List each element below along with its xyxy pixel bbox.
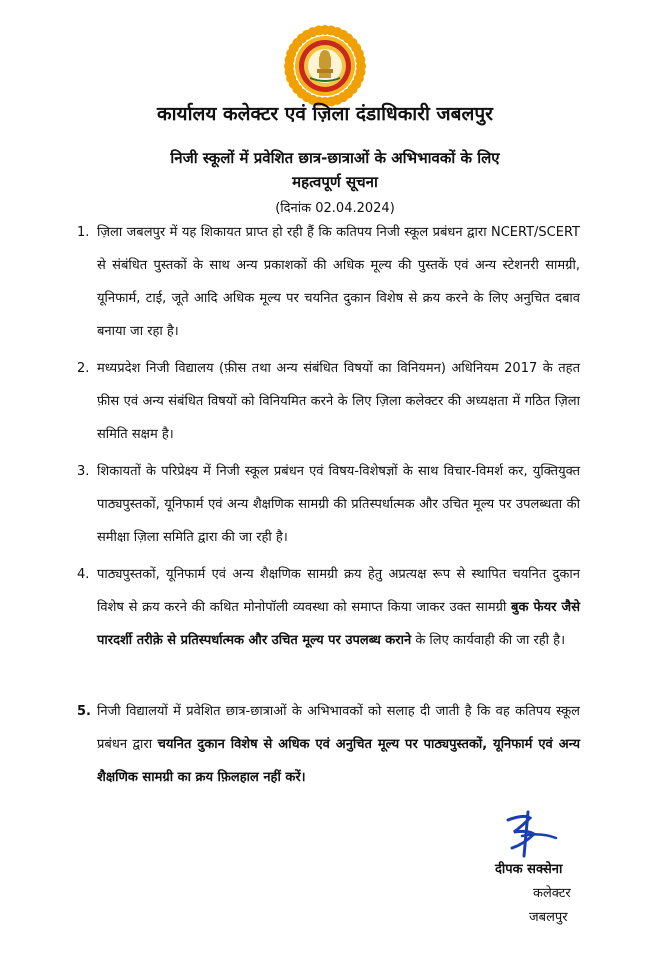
- item-text: [78, 558, 580, 657]
- item-text-part: के लिए कार्यवाही की जा रही है।: [411, 633, 566, 648]
- list-item: [78, 558, 580, 657]
- item-text-part: निजी विद्यालयों में प्रवेशित छात्र-छात्राओं के अभिभावकों को सलाह दी जाती है कि वह कतिपय स्कूल प्रबंधन द्वारा: [97, 704, 580, 752]
- list-item: [78, 352, 580, 451]
- item-text: ज़िला जबलपुर में यह शिकायत प्राप्त हो रही हैं कि कतिपय निजी स्कूल प्रबंधन द्वारा NCERT/SCERT से संबंधित पुस्तकों के साथ अन्य प्रकाशकों की अधिक मूल्य की पुस्तकें एवं अन्य स्टेशनरी सामग्री, यूनिफार्म, टाई, जूते आदि अधिक मूल्य पर चयनित दुकान विशेष से क्रय करने के लिए अनुचित दबाव बनाया जा रहा है।: [97, 225, 580, 339]
- notice-heading-line1: निजी स्कूलों में प्रवेशित छात्र-छात्राओं के अभिभावकों के लिए: [170, 149, 500, 167]
- item-number: 2.: [77, 361, 90, 376]
- mp-government-emblem: [283, 24, 367, 108]
- item-text: मध्यप्रदेश निजी विद्यालय (फ़ीस तथा अन्य संबंधित विषयों का विनियमन) अधिनियम 2017 के तहत फ़ीस एवं अन्य संबंधित विषयों को विनियमित करने के लिए ज़िला कलेक्टर की अध्यक्षता में गठित ज़िला समिति सक्षम है।: [97, 361, 580, 442]
- emblem-ring-petal: [355, 55, 365, 65]
- list-item: [78, 695, 580, 794]
- item-number: 5.: [77, 704, 91, 719]
- notice-heading-line2: महत्वपूर्ण सूचना: [292, 173, 378, 191]
- item-text: [78, 695, 580, 794]
- signatory-place: जबलपुर: [529, 910, 568, 925]
- office-title: कार्यालय कलेक्टर एवं ज़िला दंडाधिकारी जबलपुर: [157, 103, 493, 125]
- item-text-bold: चयनित दुकान विशेष से अधिक एवं अनुचित मूल्य पर पाठ्यपुस्तकों, यूनिफार्म एवं अन्य शैक्षणिक सामग्री का क्रय फ़िलहाल नहीं करें।: [97, 737, 580, 785]
- item-text: शिकायतों के परिप्रेक्ष्य में निजी स्कूल प्रबंधन एवं विषय-विशेषज्ञों के साथ विचार-विमर्श कर, युक्तियुक्त पाठ्यपुस्तकों, यूनिफार्म एवं अन्य शैक्षणिक सामग्री की प्रतिस्पर्धात्मक और उचित मूल्य पर उपलब्धता की समीक्षा ज़िला समिति द्वारा की जा रही है।: [97, 464, 580, 545]
- item-number: 4.: [77, 567, 90, 582]
- item-text-part: पाठ्यपुस्तकों, यूनिफार्म एवं अन्य शैक्षणिक सामग्री क्रय हेतु अप्रत्यक्ष रूप से स्थापित चयनित दुकान विशेष से क्रय करने की कथित मोनोपॉली व्यवस्था को समाप्त किया जाकर उक्त सामग्री: [97, 567, 580, 615]
- list-item: [78, 216, 580, 348]
- signatory-name: दीपक सक्सेना: [495, 862, 563, 877]
- notice-date: (दिनांक 02.04.2024): [275, 201, 395, 216]
- handwritten-signature: [494, 810, 564, 862]
- signatory-designation: कलेक्टर: [533, 886, 571, 901]
- list-item: [78, 455, 580, 554]
- item-number: 3.: [77, 464, 90, 479]
- item-text-bold: बुक फेयर जैसे पारदर्शी तरीक़े से प्रतिस्पर्धात्मक और उचित मूल्य पर उपलब्ध कराने: [97, 600, 580, 648]
- item-number: 1.: [77, 225, 90, 240]
